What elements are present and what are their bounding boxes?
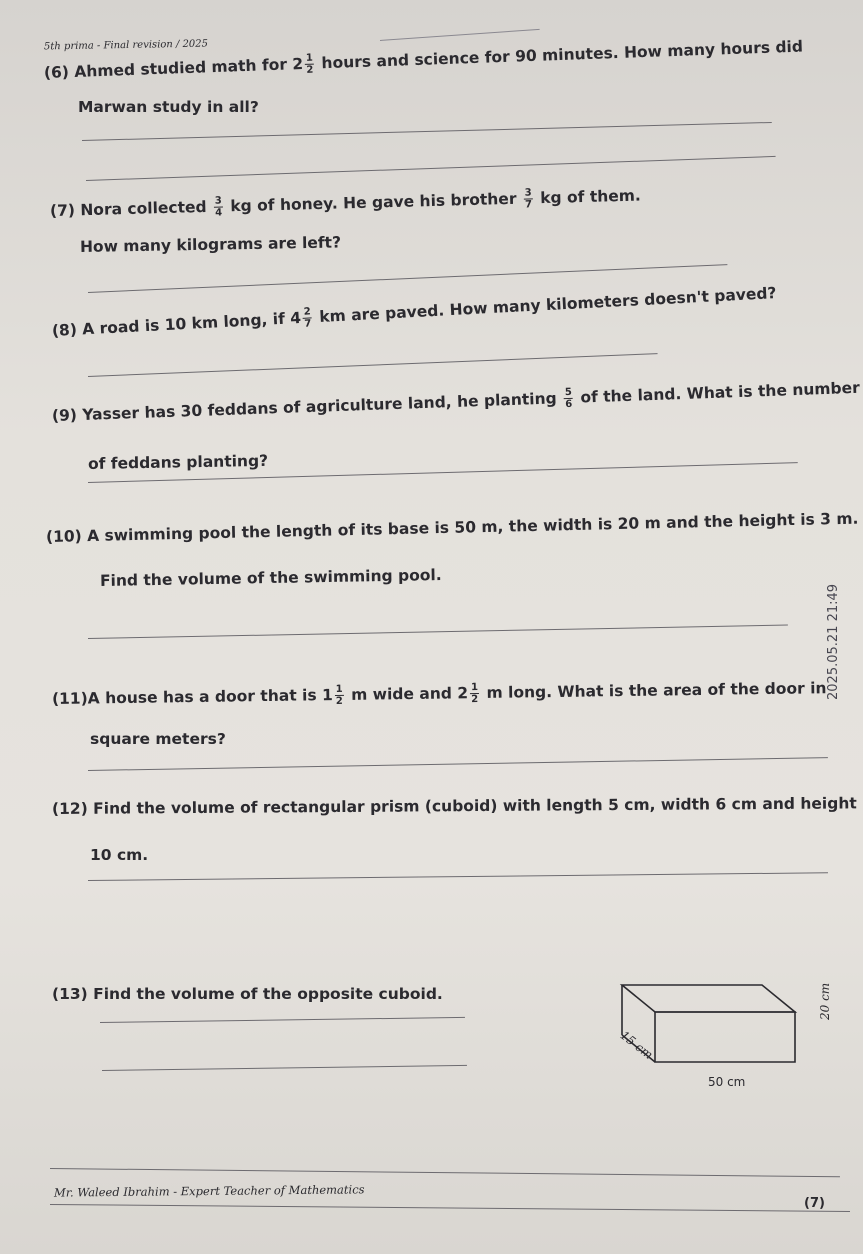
page-number: (7) — [804, 1196, 825, 1211]
q6-answer-line-2 — [86, 156, 776, 181]
header-label: 5th prima - Final revision / 2025 — [43, 38, 209, 53]
question-8 — [51, 282, 777, 343]
q11-line-2: square meters? — [90, 730, 226, 748]
q11-text-c: m long. What is the area of the door in — [486, 679, 827, 702]
cuboid-depth-label: 15 cm — [617, 1028, 656, 1062]
q9-text-b: of the land. What is the number — [580, 378, 861, 407]
q8-text-a: (8) A road is 10 km long, if — [51, 309, 286, 340]
q9-text-a: (9) Yasser has 30 feddans of agriculture land, he planting — [51, 389, 557, 425]
q7-text-b: kg of honey. He gave his brother — [230, 189, 517, 216]
q8-whole: 4 — [289, 308, 302, 328]
question-10: (10) A swimming pool the length of its base is 50 m, the width is 20 m and the height is 3 m. — [45, 509, 859, 546]
q11-length-fraction: $\frac{1}{2}$ — [471, 682, 479, 706]
camera-timestamp: 2025.05.21 21:49 — [826, 583, 841, 700]
question-13: (13) Find the volume of the opposite cuboid. — [52, 985, 443, 1003]
question-12: (12) Find the volume of rectangular prism (cuboid) with length 5 cm, width 6 cm and height — [51, 794, 857, 818]
question-9 — [52, 377, 861, 428]
footer-author: Mr. Waleed Ibrahim - Expert Teacher of Mathematics — [53, 1182, 365, 1200]
footer-rule-top — [50, 1168, 840, 1177]
question-11 — [52, 677, 827, 711]
question-7 — [50, 185, 641, 223]
cuboid-top-face — [622, 985, 795, 1012]
q12-line-2: 10 cm. — [90, 846, 149, 864]
q11-text-b: m wide and — [351, 684, 453, 704]
q7-fraction-2: $\frac{3}{7}$ — [524, 187, 533, 211]
q13-answer-line-1 — [100, 1017, 465, 1023]
q6-text-b: hours and science for 90 minutes. How many hours did — [321, 37, 804, 73]
q6-fraction: $\frac{1}{2}$ — [305, 52, 314, 76]
footer-rule-bottom — [50, 1204, 850, 1212]
q12-answer-line — [88, 872, 828, 881]
q8-answer-line — [88, 353, 658, 377]
q13-answer-line-2 — [102, 1065, 467, 1071]
cuboid-length-label: 50 cm — [708, 1075, 746, 1089]
q11-width-whole: 1 — [321, 686, 333, 705]
q7-text-c: kg of them. — [540, 186, 642, 208]
q8-text-b: km are paved. How many kilometers doesn't paved? — [318, 284, 777, 326]
q8-fraction: $\frac{2}{7}$ — [303, 306, 312, 330]
q6-whole: 2 — [292, 54, 304, 74]
q10-answer-line — [88, 625, 788, 639]
q11-width-fraction: $\frac{1}{2}$ — [335, 683, 343, 708]
q6-line-2: Marwan study in all? — [78, 98, 259, 116]
q7-line-2: How many kilograms are left? — [79, 233, 342, 256]
q7-fraction-1: $\frac{3}{4}$ — [214, 195, 223, 219]
cuboid-diagram — [600, 980, 830, 1100]
q9-line-2: of feddans planting? — [87, 451, 269, 473]
q11-length-whole: 2 — [457, 684, 469, 703]
q11-answer-line — [88, 757, 828, 771]
q6-text-a: (6) Ahmed studied math for — [43, 55, 288, 82]
q11-text-a: (11)A house has a door that is — [51, 686, 317, 708]
q9-fraction: $\frac{5}{6}$ — [564, 386, 573, 411]
top-rule — [380, 29, 540, 41]
cuboid-front-face — [655, 1012, 795, 1062]
cuboid-height-label: 20 cm — [818, 982, 832, 1020]
q10-line-2: Find the volume of the swimming pool. — [99, 566, 442, 590]
q7-text-a: (7) Nora collected — [49, 197, 207, 220]
q6-answer-line-1 — [82, 122, 772, 141]
